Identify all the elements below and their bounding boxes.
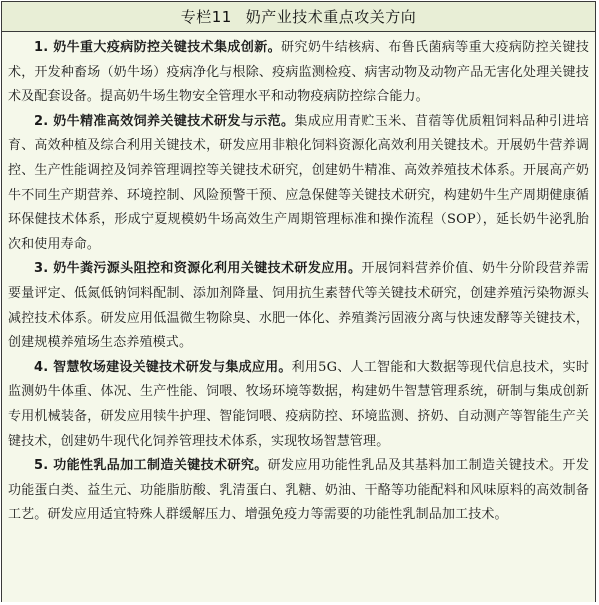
item-3-text: 开展饲料营养价值、奶牛分阶段营养需要量评定、低氮低钠饲料配制、添加剂降量、饲用抗生素替代等关键技术研究，创建养殖污染物源头减控技术体系。研发应用低温微生物除臭、水肥一体化、养殖粪污固液分离与快速发酵等关键技术，创建规模养殖场生态养殖模式。 [8, 261, 589, 351]
column-header [2, 2, 595, 32]
column-content [2, 32, 595, 602]
item-4 [8, 356, 589, 454]
item-5-text: 研发应用功能性乳品及其基料加工制造关键技术。开发功能蛋白类、益生元、功能脂肪酸、乳清蛋白、乳糖、奶油、干酪等功能配料和风味原料的高效制备工艺。研发应用适宜特殊人群缓解压力、增强免疫力等需要的功能性乳制品加工技术。 [8, 458, 589, 523]
item-2-heading: 2. 奶牛精准高效饲养关键技术研发与示范。 [34, 113, 295, 129]
item-4-heading: 4. 智慧牧场建设关键技术研发与集成应用。 [34, 359, 292, 375]
item-5-heading: 5. 功能性乳品加工制造关键技术研究。 [34, 458, 268, 474]
item-2-text: 集成应用青贮玉米、苜蓿等优质粗饲料品种引进培育、高效种植及综合利用关键技术，研发应用非粮化饲料资源化高效利用关键技术。开展奶牛营养调控、生产性能调控及饲养管理调控等关键技术研究，创建奶牛精准、高效养殖技术体系。开展高产奶牛不同生产期营养、环境控制、风险预警干预、应急保健等关键技术研究，构建奶牛生产周期健康循环保健技术体系，形成宁夏规模奶牛场高效生产周期管理标准和操作流程（SOP），延长奶牛泌乳胎次和使用寿命。 [8, 113, 589, 252]
item-4-text: 利用5G、人工智能和大数据等现代信息技术，实时监测奶牛体重、体况、生产性能、饲喂、牧场环境等数据，构建奶牛智慧管理系统，研制与集成创新专用机械装备，研发应用犊牛护理、智能饲喂、疫病防控、环境监测、挤奶、自动测产等智能生产关键技术，创建奶牛现代化饲养管理技术体系，实现牧场智慧管理。 [8, 359, 589, 449]
column-title: 奶产业技术重点攻关方向 [245, 8, 417, 26]
special-column-box [1, 1, 596, 602]
item-5 [8, 454, 589, 528]
item-1-heading: 1. 奶牛重大疫病防控关键技术集成创新。 [34, 40, 282, 55]
item-1 [8, 36, 589, 110]
item-3-heading: 3. 奶牛粪污源头阻控和资源化利用关键技术研发应用。 [34, 261, 362, 277]
column-label: 专栏11 [180, 8, 232, 26]
item-3 [8, 257, 589, 355]
item-2 [8, 110, 589, 258]
item-1-text: 研究奶牛结核病、布鲁氏菌病等重大疫病防控关键技术，开发种畜场（奶牛场）疫病净化与根除、疫病监测检疫、病害动物及动物产品无害化处理关键技术及配套设备。提高奶牛场生物安全管理水平和动物疫病防控综合能力。 [8, 40, 589, 105]
